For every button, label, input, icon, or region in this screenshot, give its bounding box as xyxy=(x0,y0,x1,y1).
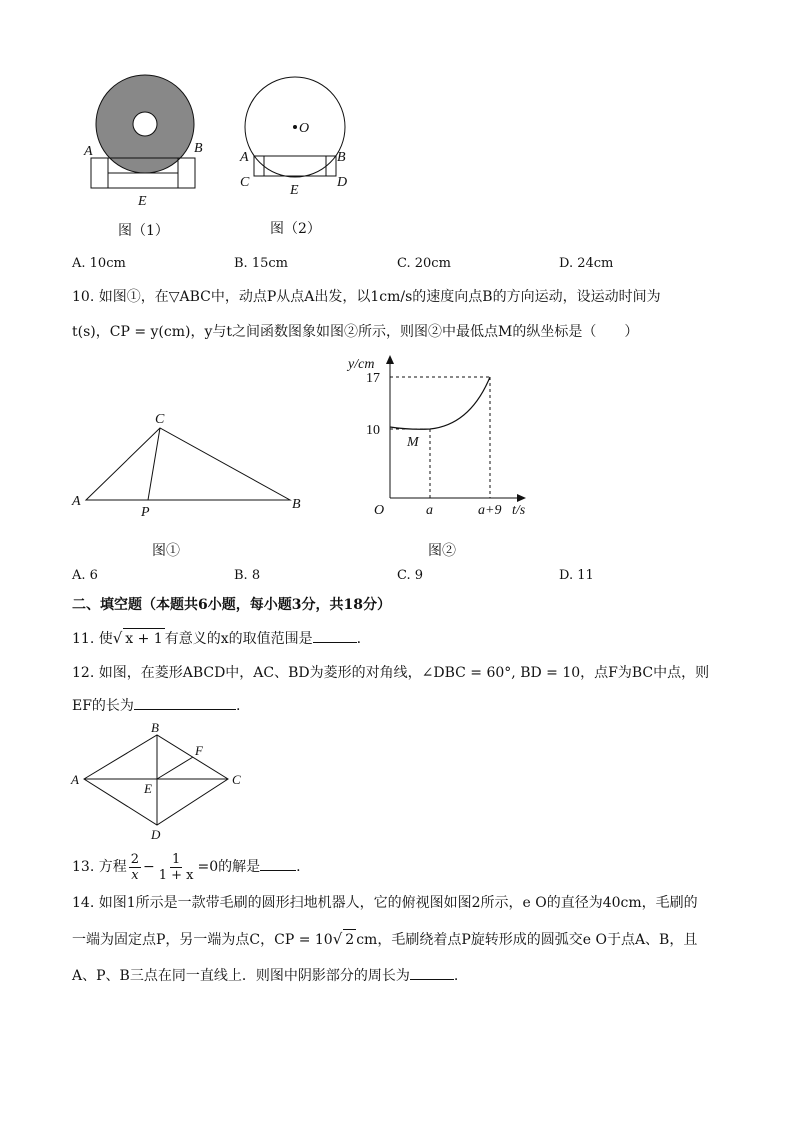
label-a: A xyxy=(240,150,249,165)
segment-ef xyxy=(157,757,193,779)
q9-figure-2 xyxy=(235,70,360,200)
label-a: A xyxy=(84,144,93,159)
q14-line-3-text: A、P、B三点在同一直线上．则图中阴影部分的周长为 xyxy=(72,968,410,984)
q14-text-line-1: 14. 如图1所示是一款带毛刷的圆形扫地机器人，它的俯视图如图2所示，e O的直径为40cm，毛刷的 xyxy=(72,895,698,911)
q12-line-2-text: EF的长为 xyxy=(72,698,134,714)
label-c: C xyxy=(232,772,241,787)
label-d: D xyxy=(337,175,348,190)
y-axis-arrow xyxy=(386,355,394,364)
q13-numerator-1: 2 xyxy=(130,851,139,867)
x-axis-label: t/s xyxy=(512,503,526,518)
radical-sign: √ xyxy=(112,629,123,647)
label-o: O xyxy=(299,121,310,136)
q12-end: . xyxy=(235,698,241,714)
q10-text-line-1: 10. 如图①，在▽ABC中，动点P从点A出发，以1cm/s的速度向点B的方向运动，设运动时间为 xyxy=(72,289,661,305)
center-point xyxy=(293,125,297,129)
q11-prefix: 11. 使 xyxy=(72,631,113,647)
label-d: D xyxy=(151,827,161,842)
label-b: B xyxy=(151,720,159,735)
q12-text-line-2 xyxy=(72,695,240,716)
q12-answer-blank[interactable] xyxy=(134,695,236,710)
q13-prefix: 13. 方程 xyxy=(72,859,127,875)
q9-option-a[interactable]: A. 10cm xyxy=(72,256,126,271)
q9-option-c[interactable]: C. 20cm xyxy=(397,256,451,271)
point-m-label: M xyxy=(407,435,419,450)
q11-radicand: x + 1 xyxy=(123,628,164,649)
inner-hole xyxy=(133,112,157,136)
q10-figure-2-caption: 图② xyxy=(428,543,456,559)
q14-text-line-3 xyxy=(72,965,458,986)
q9-figure-1-caption: 图（1） xyxy=(118,223,169,239)
q11-suffix: 有意义的x的取值范围是 xyxy=(164,631,313,647)
label-e: E xyxy=(290,183,299,198)
q14-end: . xyxy=(453,968,459,984)
label-e: E xyxy=(144,781,152,796)
q14-text-line-2 xyxy=(72,929,697,950)
q14-radicand: 2 xyxy=(343,929,356,950)
x-tick-a-plus-9: a+9 xyxy=(478,503,502,518)
q13-fraction-2 xyxy=(157,852,196,883)
q13-denominator-1: x xyxy=(131,867,139,883)
q10-option-b[interactable]: B. 8 xyxy=(234,568,261,583)
label-a: A xyxy=(71,772,79,787)
q10-figure-graph xyxy=(340,350,540,520)
q9-option-b[interactable]: B. 15cm xyxy=(234,256,288,271)
q12-text-line-1: 12. 如图，在菱形ABCD中，AC、BD为菱形的对角线，∠DBC = 60°, BD = 10，点F为BC中点，则 xyxy=(72,665,710,681)
x-axis-arrow xyxy=(517,494,526,502)
label-p: P xyxy=(141,505,150,520)
q10-text-line-2: t(s)，CP = y(cm)，y与t之间函数图象如图②所示，则图②中最低点M的纵坐标是（ ） xyxy=(72,324,639,340)
label-b: B xyxy=(292,497,301,512)
label-e: E xyxy=(138,194,147,209)
q10-figure-triangle xyxy=(68,408,313,518)
q13-end: . xyxy=(296,859,301,875)
segment-cp xyxy=(148,428,160,500)
x-tick-a: a xyxy=(426,503,433,518)
label-a: A xyxy=(72,494,81,509)
label-f: F xyxy=(195,743,203,758)
q13-answer-blank[interactable] xyxy=(260,856,296,871)
rhombus-abcd xyxy=(84,735,228,825)
q12-figure-rhombus xyxy=(68,718,248,844)
q13-denominator-2: 1 + x xyxy=(158,867,194,883)
label-b: B xyxy=(194,141,203,156)
q11-text xyxy=(72,628,361,649)
section-heading: 二、填空题（本题共6小题，每小题3分，共18分） xyxy=(72,597,391,613)
q14-line-2b: cm，毛刷绕着点P旋转形成的圆弧交e O于点A、B，且 xyxy=(356,932,698,948)
q9-figure-2-caption: 图（2） xyxy=(270,221,321,237)
label-b: B xyxy=(337,150,346,165)
q14-answer-blank[interactable] xyxy=(410,965,454,980)
q13-equation-text: =0的解是 xyxy=(197,859,261,875)
triangle-abc xyxy=(86,428,290,500)
q9-figure-1 xyxy=(80,70,210,245)
q10-option-a[interactable]: A. 6 xyxy=(72,568,98,583)
q11-answer-blank[interactable] xyxy=(313,628,357,643)
y-tick-17: 17 xyxy=(366,371,380,386)
q13-minus: − xyxy=(143,859,155,875)
q10-figure-1-caption: 图① xyxy=(152,543,180,559)
label-c: C xyxy=(155,412,165,427)
y-axis-label: y/cm xyxy=(348,357,375,372)
y-tick-10: 10 xyxy=(366,423,380,438)
q10-option-c[interactable]: C. 9 xyxy=(397,568,424,583)
q10-option-d[interactable]: D. 11 xyxy=(559,568,594,583)
q11-end: . xyxy=(356,631,362,647)
q13-text xyxy=(72,850,301,884)
label-c: C xyxy=(240,175,250,190)
function-curve xyxy=(390,377,490,429)
q13-fraction-1 xyxy=(129,852,141,883)
q14-line-2a: 一端为固定点P，另一端为点C，CP = 10 xyxy=(72,932,333,948)
radical-sign: √ xyxy=(332,930,343,948)
origin-label: O xyxy=(374,503,385,518)
q9-option-d[interactable]: D. 24cm xyxy=(559,256,614,271)
q13-numerator-2: 1 xyxy=(171,851,181,867)
